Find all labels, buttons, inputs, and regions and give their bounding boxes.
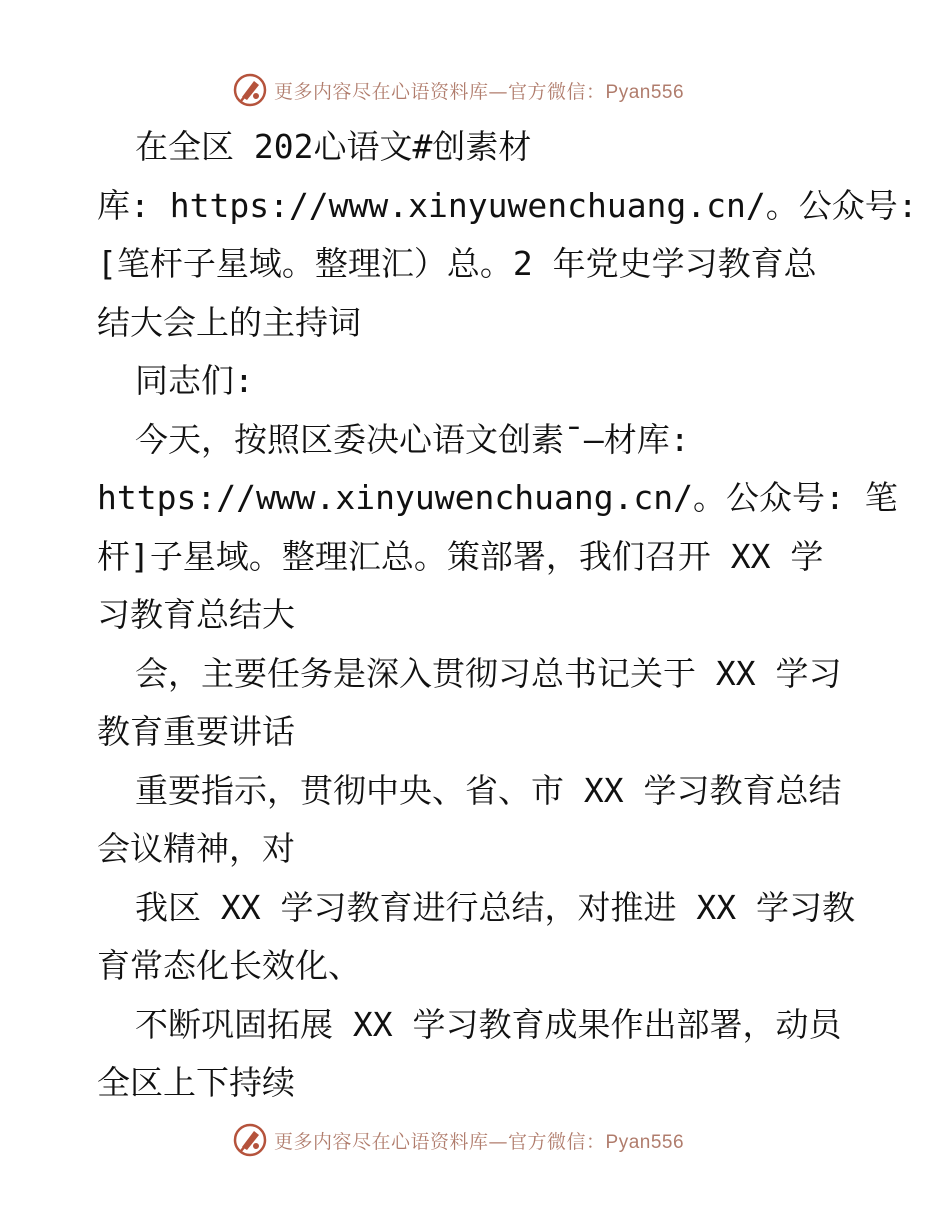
footer-banner [232, 1120, 752, 1160]
text-line-5: 同志们: [135, 361, 254, 400]
text-line-14: 我区 XX 学习教育进行总结，对推进 XX 学习教 [135, 887, 855, 927]
banner-title: 更多内容尽在心语资料库 [274, 80, 489, 103]
pen-seal-icon [232, 72, 268, 108]
text-line-16: 不断巩固拓展 XX 学习教育成果作出部署，动员 [135, 1004, 842, 1044]
footer-banner-title: 更多内容尽在心语资料库 [274, 1130, 489, 1153]
banner-wechat-label: 官方微信： [508, 80, 606, 103]
footer-banner-dash: — [488, 1130, 509, 1153]
header-banner [232, 70, 752, 110]
text-line-1: 在全区 202心语文#创素材 [135, 127, 532, 166]
text-line-12: 重要指示，贯彻中央、省、市 XX 学习教育总结 [135, 770, 842, 810]
text-line-11: 教育重要讲话 [97, 712, 295, 751]
text-line-7: https://www.xinyuwenchuang.cn/。公众号: 笔 [97, 478, 898, 517]
footer-banner-wechat-label: 官方微信： [508, 1130, 606, 1153]
document-body [97, 118, 918, 1113]
text-line-2: 库: https://www.xinyuwenchuang.cn/。公众号: [97, 185, 918, 225]
text-line-4: 结大会上的主持词 [97, 302, 361, 342]
text-line-8: 杆]子星域。整理汇总。策部署，我们召开 XX 学 [97, 536, 824, 576]
banner-dash: — [488, 80, 509, 103]
text-line-10: 会，主要任务是深入贯彻习总书记关于 XX 学习 [135, 653, 842, 693]
text-line-6: 今天，按照区委决心语文创素¯—材库: [135, 419, 690, 459]
text-line-15: 育常态化长效化、 [97, 946, 361, 985]
footer-banner-wechat-id: Pyan556 [605, 1131, 685, 1153]
pen-seal-icon [232, 1122, 268, 1158]
text-line-9: 习教育总结大 [97, 595, 295, 634]
text-line-3: [笔杆子星域。整理汇）总。2 年党史学习教育总 [97, 244, 817, 283]
text-line-13: 会议精神，对 [97, 829, 295, 868]
text-line-17: 全区上下持续 [97, 1063, 295, 1102]
banner-wechat-id: Pyan556 [605, 81, 685, 103]
